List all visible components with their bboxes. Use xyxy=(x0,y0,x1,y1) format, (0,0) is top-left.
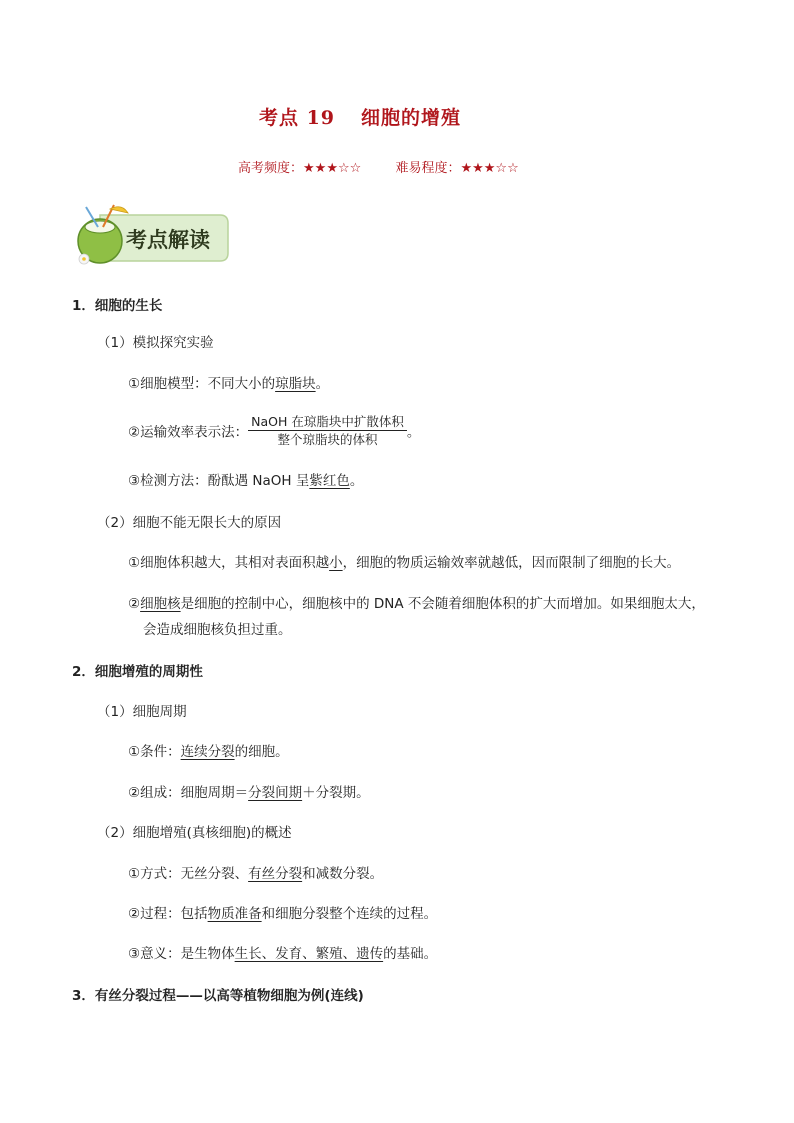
efficiency-fraction: $\frac{\text{NaOH 在琼脂块中扩散体积}}{\text{整个琼脂块的体积}}$ xyxy=(248,414,407,447)
section-2-heading: 2．细胞增殖的周期性 xyxy=(72,664,203,680)
page-title: 考点 19 细胞的增殖 xyxy=(258,107,462,129)
item-method: ①方式：无丝分裂、有丝分裂和减数分裂。 xyxy=(128,866,384,882)
item-transport-efficiency: ②运输效率表示法： $\frac{\text{NaOH 在琼脂块中扩散体积}}{\text{整个琼脂块的体积}}$ 。 xyxy=(128,414,421,447)
difficulty-meta xyxy=(238,157,519,176)
frequency-stars: ★★★☆☆ xyxy=(303,161,362,176)
item-process: ②过程：包括物质准备和细胞分裂整个连续的过程。 xyxy=(128,906,438,922)
difficulty-stars: ★★★☆☆ xyxy=(460,161,519,176)
item-composition: ②组成：细胞周期＝分裂间期＋分裂期。 xyxy=(128,785,370,801)
section-2-sub-1: （1）细胞周期 xyxy=(97,704,187,720)
item-significance: ③意义：是生物体生长、发育、繁殖、遗传的基础。 xyxy=(128,946,438,962)
item-detection-method: ③检测方法：酚酞遇 NaOH 呈紫红色。 xyxy=(128,473,364,489)
section-1-sub-1: （1）模拟探究实验 xyxy=(97,335,214,351)
frequency-rating: 高考频度：★★★☆☆ xyxy=(238,161,362,176)
item-cell-model: ①细胞模型：不同大小的琼脂块。 xyxy=(128,376,330,392)
item-reason-1: ①细胞体积越大，其相对表面积越小，细胞的物质运输效率就越低，因而限制了细胞的长大。 xyxy=(128,555,681,571)
section-1-heading: 1．细胞的生长 xyxy=(72,298,163,314)
difficulty-rating: 难易程度：★★★☆☆ xyxy=(395,161,519,176)
item-condition: ①条件：连续分裂的细胞。 xyxy=(128,744,289,760)
banner-label: 考点解读 xyxy=(126,227,210,252)
section-2-sub-2: （2）细胞增殖(真核细胞)的概述 xyxy=(97,825,292,841)
section-1-sub-2: （2）细胞不能无限长大的原因 xyxy=(97,515,282,531)
section-3-heading: 3．有丝分裂过程——以高等植物细胞为例(连线) xyxy=(72,988,364,1004)
item-reason-2: ②细胞核是细胞的控制中心，细胞核中的 DNA 不会随着细胞体积的扩大而增加。如果细胞太大， xyxy=(128,596,705,612)
item-reason-2-cont: 会造成细胞核负担过重。 xyxy=(143,622,292,638)
section-banner xyxy=(70,203,230,269)
